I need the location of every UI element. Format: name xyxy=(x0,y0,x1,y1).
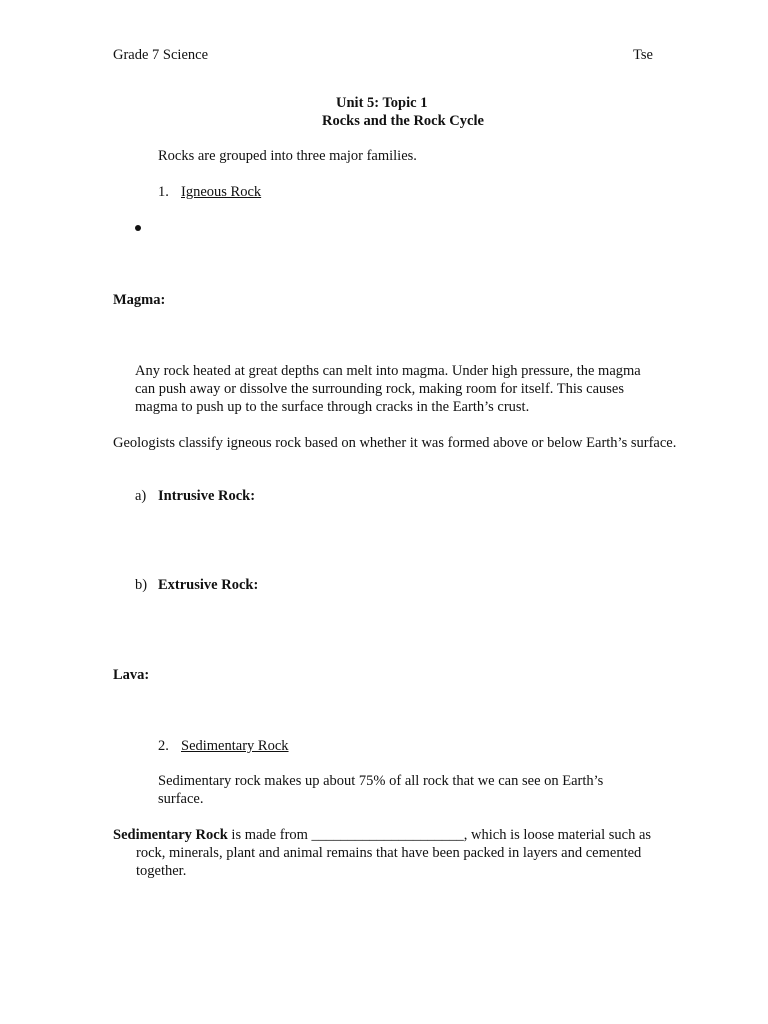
title-line-2: Rocks and the Rock Cycle xyxy=(322,113,484,129)
magma-paragraph: Any rock heated at great depths can melt into magma. Under high pressure, the magma can push away or dissolve the surrounding rock, making room for itself. This causes magma to push up to the surface through cracks in the Earth’s crust. xyxy=(135,363,641,415)
classify-paragraph: Geologists classify igneous rock based on whether it was formed above or below Earth’s surface. xyxy=(113,435,677,451)
header-right: Tse xyxy=(633,47,653,63)
sub-b-label: Extrusive Rock: xyxy=(158,577,259,593)
magma-term: Magma: xyxy=(113,292,166,308)
header-left: Grade 7 Science xyxy=(113,47,209,63)
sub-a-label: Intrusive Rock: xyxy=(158,488,256,504)
sub-b-marker: b) xyxy=(135,577,148,593)
bullet-point xyxy=(135,225,141,231)
title-line-1: Unit 5: Topic 1 xyxy=(336,95,428,111)
item-1-number: 1. xyxy=(158,184,169,200)
intro-text: Rocks are grouped into three major families. xyxy=(158,148,417,164)
item-2-number: 2. xyxy=(158,738,169,754)
lava-term: Lava: xyxy=(113,667,150,683)
sedimentary-def-text: is made from _____________________, which is loose material such as rock, minerals, plant and animal remains that have been packed in layers and cemented together. xyxy=(136,827,652,879)
sedimentary-definition xyxy=(113,826,682,880)
sub-a-marker: a) xyxy=(135,488,147,504)
sedimentary-paragraph: Sedimentary rock makes up about 75% of all rock that we can see on Earth’s surface. xyxy=(158,773,604,807)
item-1-label: Igneous Rock xyxy=(181,184,262,200)
item-2-label: Sedimentary Rock xyxy=(181,738,289,754)
sedimentary-term: Sedimentary Rock xyxy=(113,827,228,843)
